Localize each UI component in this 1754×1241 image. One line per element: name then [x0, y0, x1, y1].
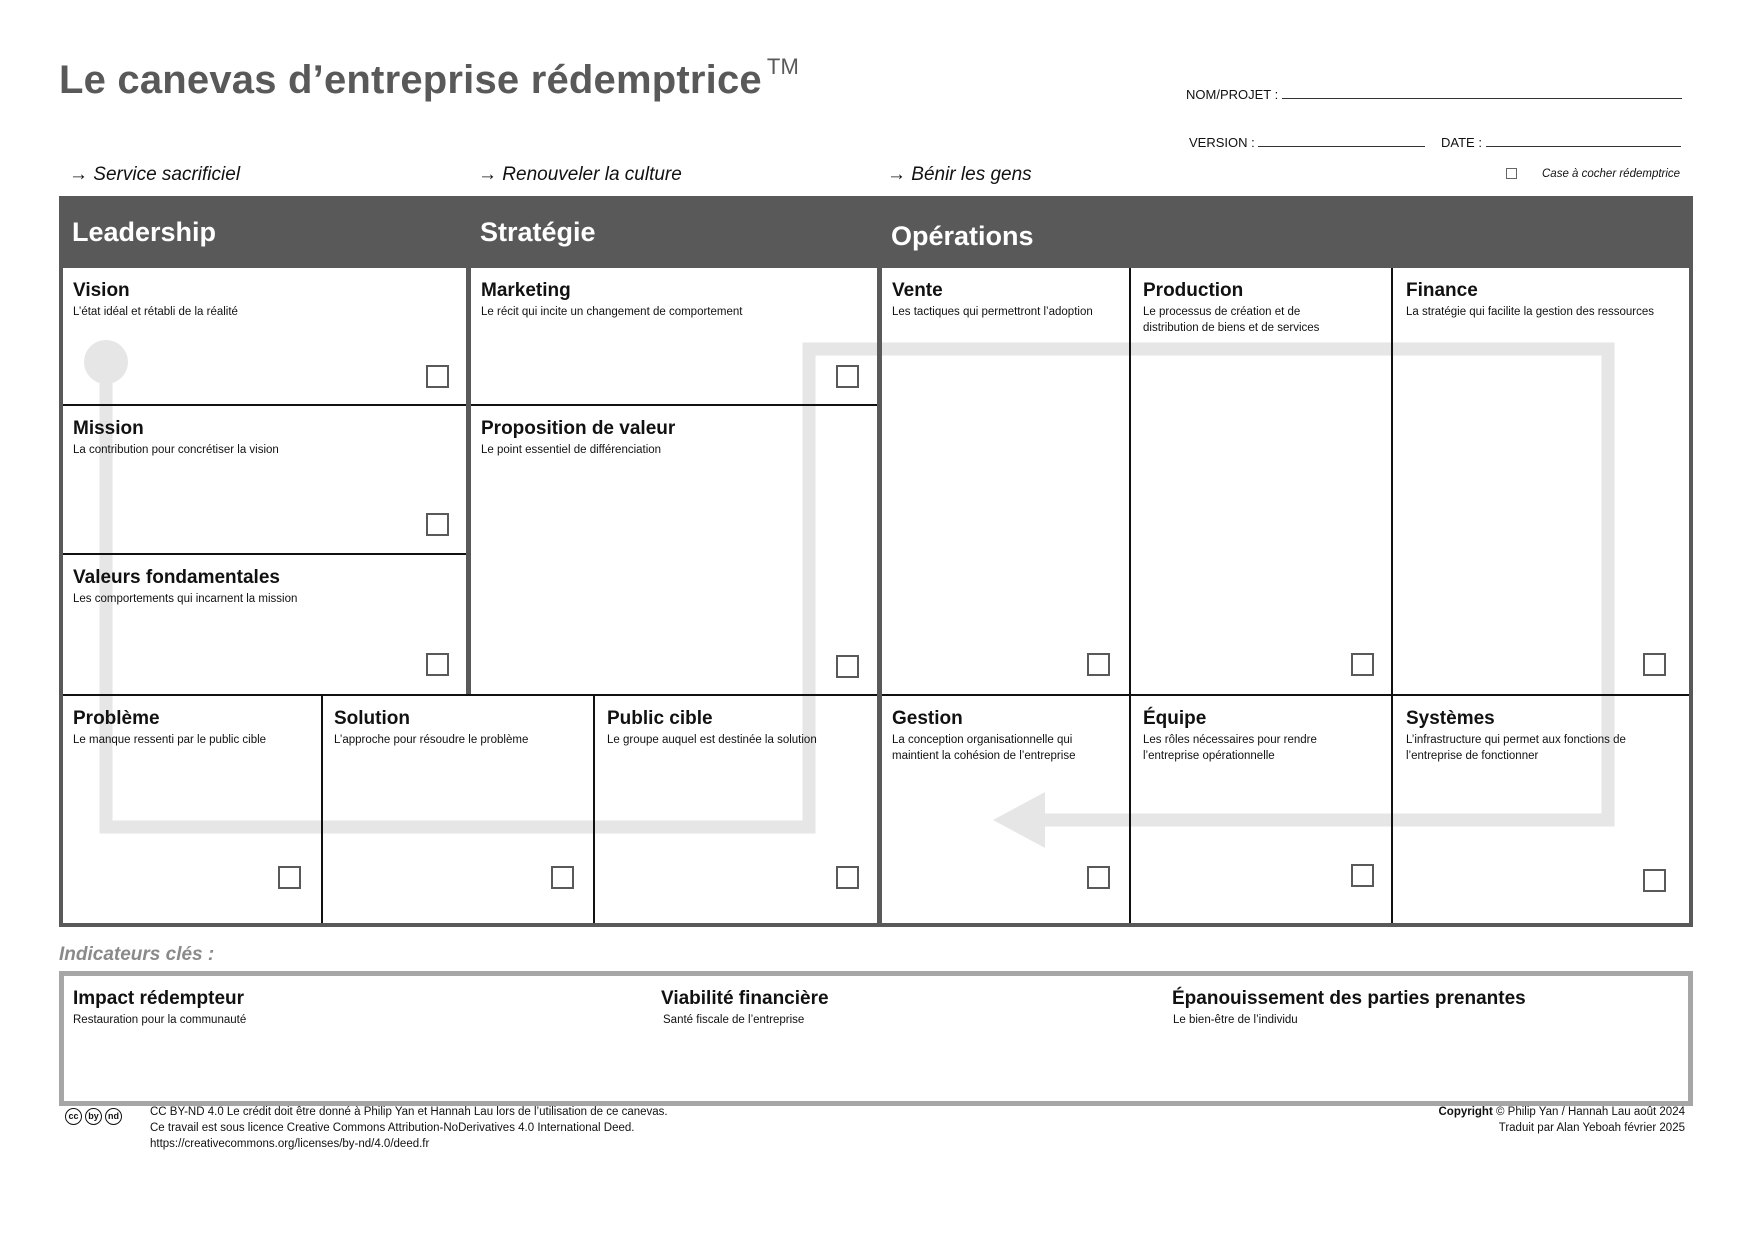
- proposition-checkbox[interactable]: [836, 655, 859, 678]
- equipe-subtitle: Les rôles nécessaires pour rendre l’entreprise opérationnelle: [1143, 734, 1317, 762]
- probleme-title: Problème: [73, 708, 160, 729]
- production-checkbox[interactable]: [1351, 653, 1374, 676]
- translation-credit: Traduit par Alan Yeboah février 2025: [1498, 1122, 1685, 1134]
- probleme-checkbox[interactable]: [278, 866, 301, 889]
- systemes-subtitle: L’infrastructure qui permet aux fonctions de l’entreprise de fonctionner: [1406, 734, 1626, 762]
- vente-checkbox[interactable]: [1087, 653, 1110, 676]
- indicators-label: Indicateurs clés :: [59, 944, 215, 965]
- valeurs-subtitle: Les comportements qui incarnent la mission: [73, 593, 298, 605]
- vision-subtitle: L’état idéal et rétabli de la réalité: [73, 306, 238, 318]
- theme-service: → Service sacrificiel: [69, 164, 241, 185]
- marketing-checkbox[interactable]: [836, 365, 859, 388]
- theme-culture: → Renouveler la culture: [478, 164, 682, 185]
- copyright-text: © Philip Yan / Hannah Lau août 2024: [1496, 1106, 1685, 1118]
- page-title: Le canevas d’entreprise rédemptrice ™: [59, 54, 800, 102]
- public-checkbox[interactable]: [836, 866, 859, 889]
- production-title: Production: [1143, 280, 1244, 301]
- vline-public: [593, 694, 595, 923]
- band-strategie: Stratégie: [471, 200, 879, 268]
- trademark: TM: [766, 54, 800, 79]
- impact-title: Impact rédempteur: [73, 988, 245, 1009]
- probleme-subtitle: Le manque ressenti par le public cible: [73, 734, 267, 746]
- viabilite-title: Viabilité financière: [661, 988, 829, 1009]
- vente-title: Vente: [892, 280, 943, 301]
- hline-marketing: [471, 404, 877, 406]
- epanouissement-subtitle: Le bien-être de l’individu: [1173, 1014, 1298, 1026]
- license-line: CC BY-ND 4.0 Le crédit doit être donné à Philip Yan et Hannah Lau lors de l’utilisation de ce canevas.: [150, 1106, 668, 1118]
- mission-title: Mission: [73, 418, 144, 439]
- theme-gens: → Bénir les gens: [887, 164, 1032, 185]
- gestion-title: Gestion: [892, 708, 963, 729]
- marketing-subtitle: Le récit qui incite un changement de comportement: [481, 306, 743, 318]
- band-leadership: Leadership: [63, 200, 468, 268]
- version-label: VERSION :: [1189, 135, 1255, 150]
- equipe-checkbox[interactable]: [1351, 864, 1374, 887]
- vente-subtitle: Les tactiques qui permettront l’adoption: [892, 306, 1093, 318]
- hline-strategie-bottom: [471, 694, 877, 696]
- gestion-subtitle: La conception organisationnelle qui maintient la cohésion de l’entreprise: [892, 734, 1076, 762]
- finance-subtitle: La stratégie qui facilite la gestion des ressources: [1406, 306, 1655, 318]
- public-title: Public cible: [607, 708, 713, 729]
- systemes-title: Systèmes: [1406, 708, 1495, 729]
- marketing-title: Marketing: [481, 280, 571, 301]
- solution-subtitle: L’approche pour résoudre le problème: [334, 734, 529, 746]
- valeurs-title: Valeurs fondamentales: [73, 567, 280, 588]
- vline-production: [1129, 268, 1131, 923]
- project-label: NOM/PROJET :: [1186, 87, 1279, 102]
- copyright-label: Copyright: [1438, 1106, 1493, 1118]
- hline-valeurs: [63, 694, 471, 696]
- mission-checkbox[interactable]: [426, 513, 449, 536]
- epanouissement-title: Épanouissement des parties prenantes: [1172, 988, 1526, 1009]
- divider-leadership: [466, 196, 471, 696]
- mission-subtitle: La contribution pour concrétiser la vision: [73, 444, 279, 456]
- license-url[interactable]: https://creativecommons.org/licenses/by-nd/4.0/deed.fr: [150, 1138, 430, 1150]
- cc-icon: cc: [65, 1108, 82, 1125]
- license-text: [150, 1104, 668, 1152]
- finance-checkbox[interactable]: [1643, 653, 1666, 676]
- proposition-subtitle: Le point essentiel de différenciation: [481, 444, 662, 456]
- hline-vision: [63, 404, 466, 406]
- valeurs-checkbox[interactable]: [426, 653, 449, 676]
- finance-title: Finance: [1406, 280, 1478, 301]
- systemes-checkbox[interactable]: [1643, 869, 1666, 892]
- hline-mission: [63, 553, 466, 555]
- band-operations: Opérations: [882, 200, 1689, 268]
- public-subtitle: Le groupe auquel est destinée la solution: [607, 734, 817, 746]
- legend-checkbox-label: Case à cocher rédemptrice: [1542, 168, 1681, 180]
- copyright-block: [1438, 1104, 1685, 1136]
- vision-checkbox[interactable]: [426, 365, 449, 388]
- proposition-title: Proposition de valeur: [481, 418, 676, 439]
- license-line: Ce travail est sous licence Creative Commons Attribution-NoDerivatives 4.0 International Deed.: [150, 1122, 635, 1134]
- by-icon: by: [85, 1108, 102, 1125]
- vision-title: Vision: [73, 280, 130, 301]
- production-subtitle: Le processus de création et de distribution de biens et de services: [1143, 306, 1320, 334]
- equipe-title: Équipe: [1143, 708, 1207, 729]
- nd-icon: nd: [105, 1108, 122, 1125]
- viabilite-subtitle: Santé fiscale de l’entreprise: [663, 1014, 805, 1026]
- solution-title: Solution: [334, 708, 410, 729]
- divider-operations: [877, 196, 882, 927]
- date-label: DATE :: [1441, 135, 1482, 150]
- vline-finance: [1391, 268, 1393, 923]
- impact-subtitle: Restauration pour la communauté: [73, 1014, 247, 1026]
- solution-checkbox[interactable]: [551, 866, 574, 889]
- vline-solution: [321, 696, 323, 923]
- gestion-checkbox[interactable]: [1087, 866, 1110, 889]
- hline-operations: [882, 694, 1689, 696]
